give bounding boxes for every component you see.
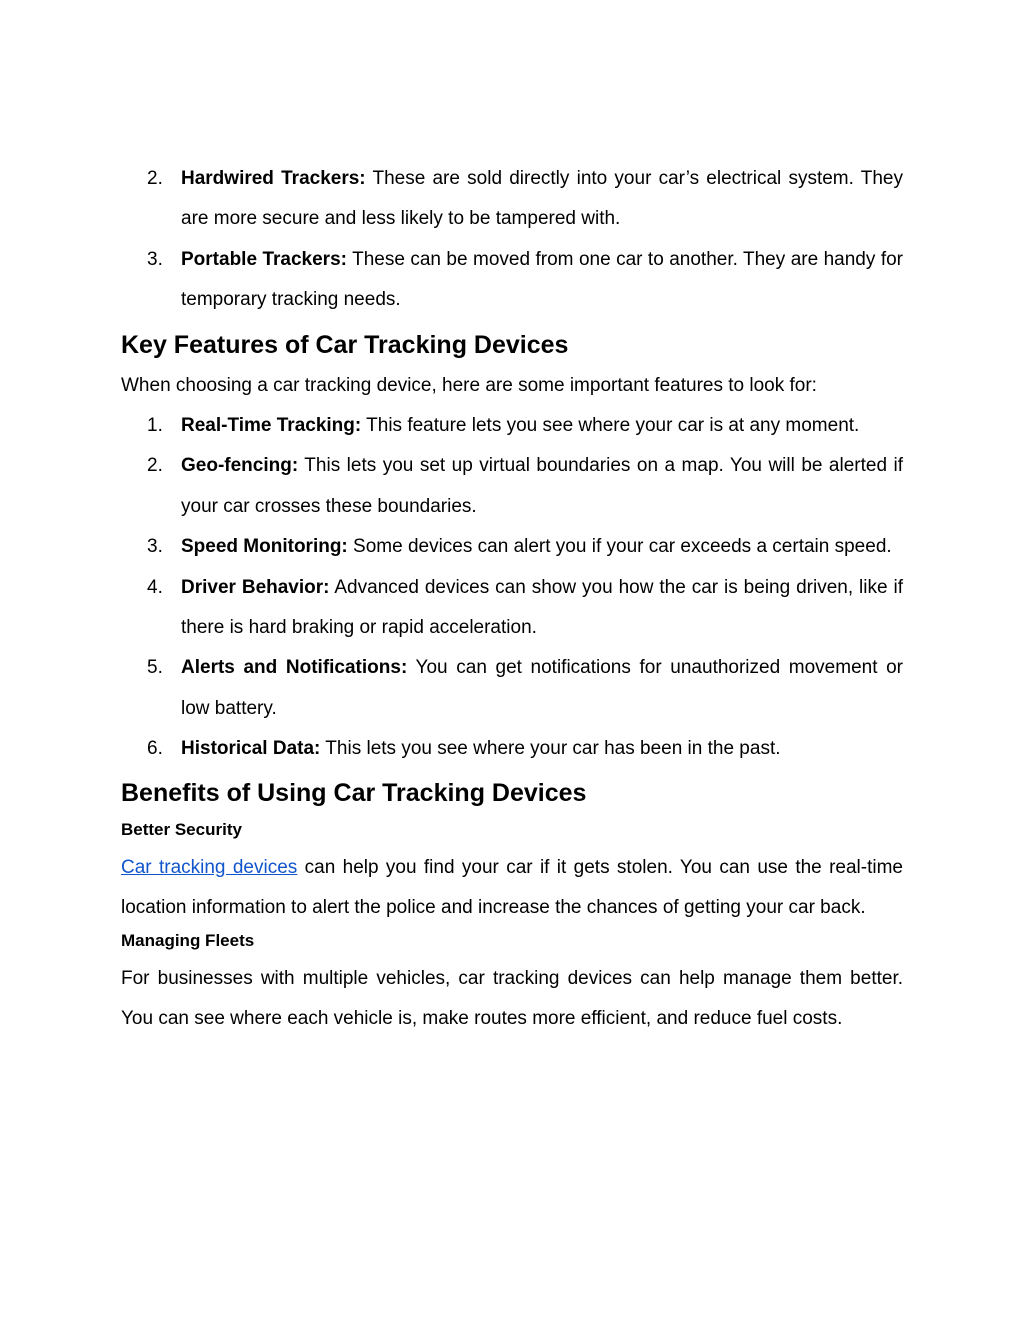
list-term: Speed Monitoring: xyxy=(181,536,348,558)
list-text: These can be moved from one car to another. They are handy for temporary tracking needs. xyxy=(181,248,903,311)
list-term: Historical Data: xyxy=(181,738,321,760)
list-item xyxy=(121,446,903,527)
list-number: 3. xyxy=(147,248,163,270)
list-number: 3. xyxy=(147,536,163,558)
list-term: Alerts and Notifications: xyxy=(181,657,408,679)
list-text: Some devices can alert you if your car exceeds a certain speed. xyxy=(347,536,892,558)
list-term: Hardwired Trackers: xyxy=(181,168,366,189)
list-term: Geo-fencing: xyxy=(181,455,299,477)
tracker-types-list xyxy=(121,159,903,321)
list-item xyxy=(121,568,903,649)
list-term: Real-Time Tracking: xyxy=(181,415,362,437)
list-number: 1. xyxy=(147,415,163,437)
list-text: This feature lets you see where your car is at any moment. xyxy=(361,415,860,437)
list-text: This lets you see where your car has been in the past. xyxy=(320,738,781,760)
list-text: You can get notifications for unauthorized movement or low battery. xyxy=(181,657,904,719)
list-term: Driver Behavior: xyxy=(181,576,330,598)
features-intro: When choosing a car tracking device, here are some important features to look for: xyxy=(121,374,817,396)
list-number: 5. xyxy=(147,657,163,679)
list-text: These are sold directly into your car’s electrical system. They are more secure and less likely to be tampered with. xyxy=(181,168,903,230)
subheading-better-security: Better Security xyxy=(121,819,242,839)
document-body xyxy=(121,159,903,1039)
section-heading-benefits: Benefits of Using Car Tracking Devices xyxy=(121,778,587,807)
section-heading-key-features: Key Features of Car Tracking Devices xyxy=(121,330,569,359)
list-number: 6. xyxy=(147,738,163,760)
list-number: 2. xyxy=(147,455,163,477)
list-item xyxy=(121,159,903,240)
security-paragraph xyxy=(121,848,903,929)
list-text: This lets you set up virtual boundaries on a map. You will be alerted if your car crosses these boundaries. xyxy=(181,455,903,517)
features-list xyxy=(121,406,903,770)
list-item xyxy=(121,406,903,446)
subheading-managing-fleets: Managing Fleets xyxy=(121,930,255,950)
car-tracking-devices-link[interactable]: Car tracking devices xyxy=(121,856,298,878)
list-item xyxy=(121,527,903,567)
security-text: can help you find your car if it gets stolen. You can use the real-time location information to alert the police and increase the chances of getting your car back. xyxy=(121,856,903,919)
list-number: 4. xyxy=(147,576,163,598)
fleets-paragraph: For businesses with multiple vehicles, car tracking devices can help manage them better. You can see where each vehicle is, make routes more efficient, and reduce fuel costs. xyxy=(121,967,903,1029)
list-term: Portable Trackers: xyxy=(181,248,347,270)
list-item xyxy=(121,648,903,729)
list-text: Advanced devices can show you how the car is being driven, like if there is hard braking or rapid acceleration. xyxy=(181,576,903,639)
list-item xyxy=(121,729,903,769)
list-number: 2. xyxy=(147,168,163,189)
list-item xyxy=(121,240,903,321)
